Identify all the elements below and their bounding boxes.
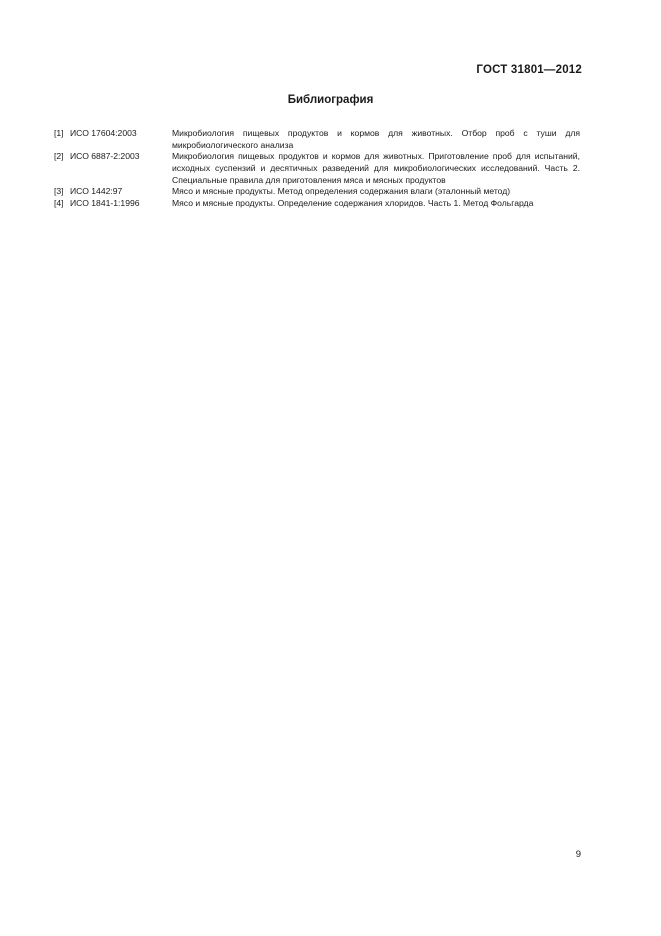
page-number: 9	[575, 849, 581, 860]
bibliography-number: [1]	[54, 128, 64, 138]
bibliography-description: Микробиология пищевых продуктов и кормов для животных. Приготовление проб для испытаний, исходных суспензий и десятичных разведений для микробиологических исследований. Часть 2. Специальные правила для приготовления мяса и мясных продуктов	[172, 151, 580, 185]
bibliography-standard: ИСО 17604:2003	[70, 128, 137, 138]
bibliography-reference	[54, 151, 172, 163]
bibliography-standard: ИСО 1841-1:1996	[70, 198, 140, 209]
bibliography-reference	[54, 198, 172, 210]
bibliography-number: [3]	[54, 186, 64, 197]
bibliography-number: [4]	[54, 198, 64, 209]
bibliography-reference	[54, 186, 172, 198]
bibliography-number: [2]	[54, 151, 64, 162]
bibliography-description: Микробиология пищевых продуктов и кормов для животных. Отбор проб с туши для микробиологического анализа	[172, 128, 580, 150]
bibliography-entry	[54, 186, 580, 198]
bibliography-description: Мясо и мясные продукты. Определение содержания хлоридов. Часть 1. Метод Фольгарда	[172, 198, 534, 209]
bibliography-standard: ИСО 6887-2:2003	[70, 151, 140, 162]
bibliography-entry	[54, 198, 580, 210]
bibliography-standard: ИСО 1442:97	[70, 186, 123, 197]
bibliography-description: Мясо и мясные продукты. Метод определения содержания влаги (эталонный метод)	[172, 186, 511, 197]
document-header: ГОСТ 31801—2012	[476, 64, 582, 76]
bibliography-entry	[54, 151, 580, 186]
bibliography-reference	[54, 128, 172, 140]
section-title: Библиография	[287, 94, 374, 106]
bibliography-list	[54, 128, 580, 210]
bibliography-entry	[54, 128, 580, 151]
